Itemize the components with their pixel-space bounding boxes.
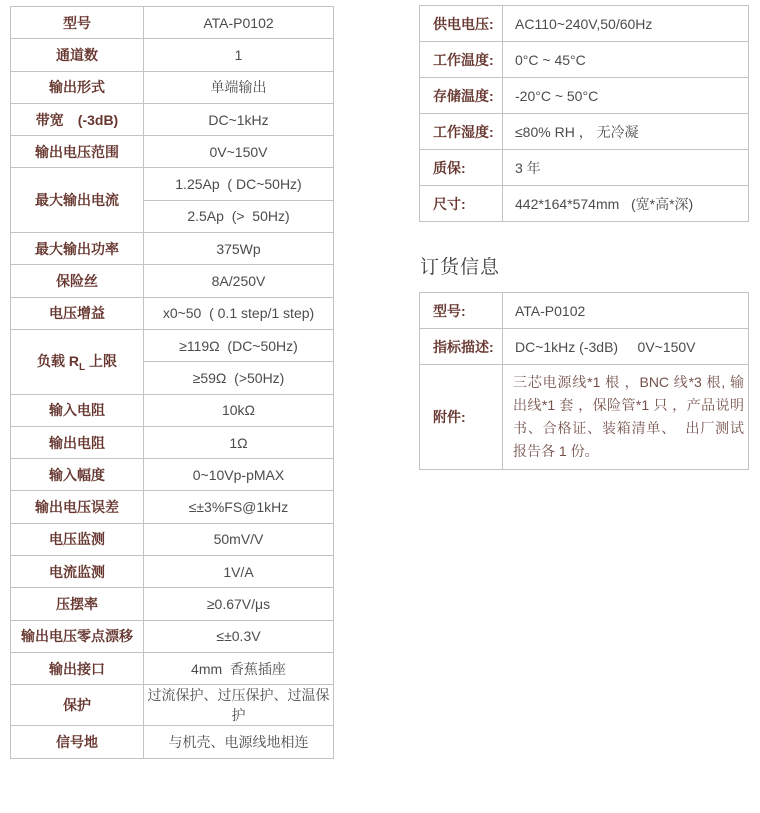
spec-label-fuse: 保险丝 [11, 265, 144, 297]
spec-value-output-voltage-error: ≤±3%FS@1kHz [144, 491, 334, 523]
env-value-dimensions: 442*164*574mm (宽*高*深) [503, 186, 749, 222]
spec-label-zero-drift: 输出电压零点漂移 [11, 620, 144, 652]
spec-label-output-form: 输出形式 [11, 71, 144, 103]
order-label-accessories: 附件: [420, 365, 503, 470]
spec-label-voltage-monitor: 电压监测 [11, 523, 144, 555]
table-row [11, 329, 334, 361]
table-row [420, 6, 749, 42]
table-row [420, 365, 749, 470]
spec-label-max-output-power: 最大输出功率 [11, 233, 144, 265]
env-label-humidity: 工作湿度: [420, 114, 503, 150]
table-row [11, 71, 334, 103]
spec-value-protection: 过流保护、过压保护、过温保护 [144, 685, 334, 726]
table-row [420, 114, 749, 150]
spec-value-max-output-current-2: 2.5Ap (> 50Hz) [144, 200, 334, 232]
spec-value-current-monitor: 1V/A [144, 556, 334, 588]
table-row [420, 42, 749, 78]
table-row [420, 78, 749, 114]
order-info-heading: 订货信息 [420, 257, 501, 278]
spec-value-voltage-monitor: 50mV/V [144, 523, 334, 555]
table-row [11, 588, 334, 620]
spec-label-output-connector: 输出接口 [11, 652, 144, 684]
table-row [11, 620, 334, 652]
spec-label-channels: 通道数 [11, 39, 144, 71]
table-row [11, 556, 334, 588]
spec-label-protection: 保护 [11, 685, 144, 726]
specification-table [10, 6, 334, 759]
env-label-operating-temp: 工作温度: [420, 42, 503, 78]
spec-label-signal-ground: 信号地 [11, 726, 144, 758]
spec-value-output-voltage-range: 0V~150V [144, 136, 334, 168]
table-row [11, 491, 334, 523]
env-label-dimensions: 尺寸: [420, 186, 503, 222]
spec-value-bandwidth: DC~1kHz [144, 103, 334, 135]
spec-label-input-amplitude: 输入幅度 [11, 459, 144, 491]
env-value-storage-temp: -20°C ~ 50°C [503, 78, 749, 114]
table-row [11, 233, 334, 265]
table-row [11, 103, 334, 135]
spec-label-output-voltage-range: 输出电压范围 [11, 136, 144, 168]
spec-value-load-rl-2: ≥59Ω (>50Hz) [144, 362, 334, 394]
spec-label-output-voltage-error: 输出电压误差 [11, 491, 144, 523]
table-row [420, 150, 749, 186]
spec-label-voltage-gain: 电压增益 [11, 297, 144, 329]
env-label-storage-temp: 存储温度: [420, 78, 503, 114]
spec-label-load-rl-limit [11, 329, 144, 394]
spec-value-signal-ground: 与机壳、电源线地相连 [144, 726, 334, 758]
table-row [11, 726, 334, 758]
spec-value-model: ATA-P0102 [144, 7, 334, 39]
spec-value-channels: 1 [144, 39, 334, 71]
order-value-accessories: 三芯电源线*1 根 ，BNC 线*3 根, 输出线*1 套 ，保险管*1 只 ，产品说明书、合格证、装箱清单、 出厂测试报告各 1 份。 [503, 365, 749, 470]
load-label-subscript: L [79, 361, 86, 373]
order-value-model: ATA-P0102 [503, 293, 749, 329]
table-row [11, 459, 334, 491]
table-row [11, 39, 334, 71]
spec-value-fuse: 8A/250V [144, 265, 334, 297]
table-row [11, 7, 334, 39]
table-row [11, 168, 334, 200]
env-value-warranty: 3 年 [503, 150, 749, 186]
table-row [11, 136, 334, 168]
table-row [11, 426, 334, 458]
spec-value-slew-rate: ≥0.67V/μs [144, 588, 334, 620]
table-row [11, 265, 334, 297]
spec-label-input-resistance: 输入电阻 [11, 394, 144, 426]
spec-value-input-resistance: 10kΩ [144, 394, 334, 426]
spec-value-input-amplitude: 0~10Vp-pMAX [144, 459, 334, 491]
spec-label-bandwidth: 带宽 (-3dB) [11, 103, 144, 135]
env-value-supply-voltage: AC110~240V,50/60Hz [503, 6, 749, 42]
spec-label-output-resistance: 输出电阻 [11, 426, 144, 458]
spec-label-current-monitor: 电流监测 [11, 556, 144, 588]
spec-value-output-resistance: 1Ω [144, 426, 334, 458]
environment-table [419, 5, 749, 222]
spec-value-output-connector: 4mm 香蕉插座 [144, 652, 334, 684]
load-label-text: 负载 R [37, 352, 79, 369]
load-label-suffix: 上限 [85, 352, 117, 369]
table-row [11, 297, 334, 329]
order-value-spec-description: DC~1kHz (-3dB) 0V~150V [503, 329, 749, 365]
table-row [420, 186, 749, 222]
env-value-humidity: ≤80% RH ， 无冷凝 [503, 114, 749, 150]
env-value-operating-temp: 0°C ~ 45°C [503, 42, 749, 78]
spec-value-output-form: 单端输出 [144, 71, 334, 103]
spec-value-voltage-gain: x0~50 ( 0.1 step/1 step) [144, 297, 334, 329]
env-label-supply-voltage: 供电电压: [420, 6, 503, 42]
spec-label-slew-rate: 压摆率 [11, 588, 144, 620]
order-info-table [419, 292, 749, 470]
order-label-model: 型号: [420, 293, 503, 329]
table-row [11, 652, 334, 684]
order-label-spec-description: 指标描述: [420, 329, 503, 365]
spec-value-zero-drift: ≤±0.3V [144, 620, 334, 652]
table-row [420, 293, 749, 329]
spec-value-max-output-current-1: 1.25Ap ( DC~50Hz) [144, 168, 334, 200]
spec-label-model: 型号 [11, 7, 144, 39]
spec-value-load-rl-1: ≥119Ω (DC~50Hz) [144, 329, 334, 361]
table-row [11, 685, 334, 726]
spec-value-max-output-power: 375Wp [144, 233, 334, 265]
table-row [420, 329, 749, 365]
spec-label-max-output-current: 最大输出电流 [11, 168, 144, 233]
table-row [11, 394, 334, 426]
table-row [11, 523, 334, 555]
env-label-warranty: 质保: [420, 150, 503, 186]
